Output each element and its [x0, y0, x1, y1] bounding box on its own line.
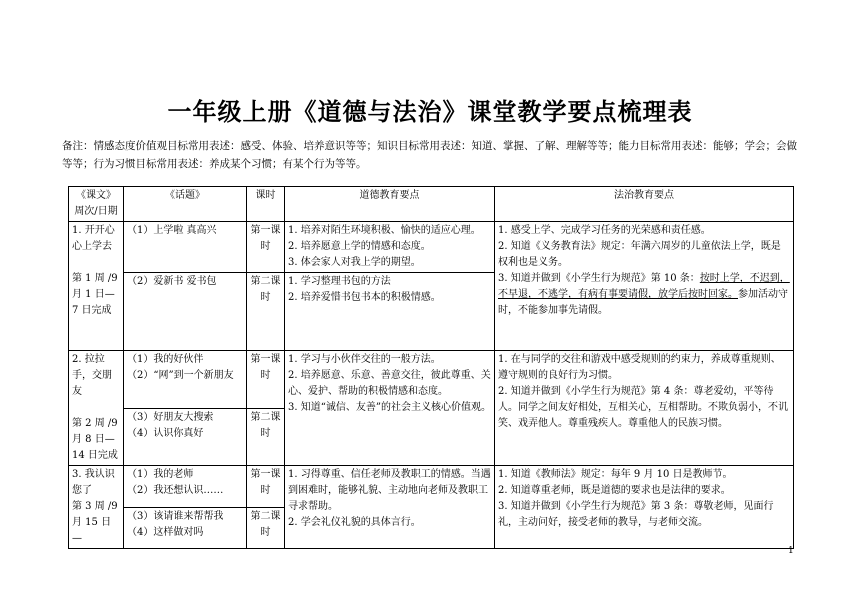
law-cell [495, 222, 794, 351]
topic-item: （1）我的老师 [127, 469, 194, 480]
moral-item: 1. 培养对陌生环境积极、愉快的适应心理。 [288, 225, 481, 236]
topic-item: （1）我的好伙伴 [127, 354, 204, 365]
topic-cell [124, 466, 247, 508]
week-date: 第 2 周 /9 月 8 日—14 日完成 [72, 418, 118, 461]
moral-item: 3. 知道“诚信、友善”的社会主义核心价值观。 [288, 402, 491, 413]
law-item-text: 3. 知道并做到《小学生行为规范》第 10 条： [498, 273, 700, 284]
moral-item: 2. 培养爱惜书包书本的积极情感。 [288, 292, 441, 303]
moral-item: 2. 培养愿意上学的情感和态度。 [288, 241, 431, 252]
moral-item: 2. 学会礼仪礼貌的具体言行。 [288, 517, 421, 528]
moral-cell [285, 222, 495, 273]
law-cell [495, 466, 794, 549]
law-cell [495, 351, 794, 466]
lesson-title: 1. 开开心心上学去 [72, 225, 115, 252]
table-row [69, 222, 794, 273]
header-law: 法治教育要点 [495, 187, 794, 222]
topic-cell [124, 408, 247, 466]
lesson-table [68, 186, 794, 549]
period-cell: 第二课时 [247, 507, 285, 549]
table-row [69, 466, 794, 508]
law-item [498, 271, 790, 319]
note-text: 备注：情感态度价值观目标常用表述：感受、体验、培养意识等等；知识目标常用表述：知道、掌握、了解、理解等等；能力目标常用表述：能够；学会；会做等等；行为习惯目标常用表述：养成某个习惯；有某个行为等等。 [62, 140, 797, 170]
topic-item: （2）我还想认识…… [127, 485, 224, 496]
topic-item: （2）爱新书 爱书包 [127, 276, 217, 287]
page-title: 一年级上册《道德与法治》课堂教学要点梳理表 [167, 97, 693, 126]
lesson-title: 3. 我认识您了 [72, 469, 115, 496]
moral-item: 1. 学习整理书包的方法 [288, 276, 391, 287]
lesson-week-cell [69, 222, 124, 351]
week-date: 第 1 周 /9 月 1 日—7 日完成 [72, 273, 118, 316]
header-topic: 《话题》 [124, 187, 247, 222]
law-item: 2. 知道并做到《小学生行为规范》第 4 条：尊老爱幼，平等待人。同学之间友好相处，互相关心，互相帮助。不欺负弱小，不讥笑、戏弄他人。尊重残疾人。尊重他人的民族习惯。 [498, 386, 788, 429]
period-cell: 第一课时 [247, 222, 285, 273]
topic-item: （3）好朋友大搜索 [127, 411, 214, 423]
topic-cell [124, 351, 247, 409]
page-number: 1 [788, 546, 794, 556]
topic-item: （3）该请谁来帮帮我 [127, 510, 224, 522]
moral-cell [285, 273, 495, 351]
topic-item: （4）这样做对吗 [127, 526, 204, 538]
header-period: 课时 [247, 187, 285, 222]
topic-cell [124, 273, 247, 351]
header-week: 周次/日期 [74, 206, 118, 217]
moral-cell [285, 351, 495, 466]
law-item: 2. 知道《义务教育法》规定：年满六周岁的儿童依法上学，既是权利也是义务。 [498, 241, 781, 268]
lesson-week-cell [69, 351, 124, 466]
header-lesson-week [69, 187, 124, 222]
period-cell: 第二课时 [247, 408, 285, 466]
law-item: 1. 知道《教师法》规定：每年 9 月 10 日是教师节。 [498, 469, 733, 480]
law-item: 3. 知道并做到《小学生行为规范》第 3 条：尊敬老师，见面行礼，主动问好，接受老师的教导，与老师交流。 [498, 501, 774, 528]
topic-item: （1）上学啦 真高兴 [127, 225, 217, 236]
period-cell: 第二课时 [247, 273, 285, 351]
topic-item: （4）认识你真好 [127, 427, 204, 439]
law-item: 2. 知道尊重老师，既是道德的要求也是法律的要求。 [498, 485, 731, 496]
moral-item: 1. 习得尊重、信任老师及教职工的情感。当遇到困难时，能够礼貌、主动地向老师及教职工寻求帮助。 [288, 469, 491, 512]
header-moral: 道德教育要点 [285, 187, 495, 222]
header-lesson: 《课文》 [76, 190, 116, 201]
topic-item: （2）“网”到一个新朋友 [127, 370, 234, 381]
table-row [69, 351, 794, 409]
moral-item: 3. 体会家人对我上学的期望。 [288, 257, 421, 268]
lesson-title: 2. 拉拉手，交朋友 [72, 354, 112, 397]
moral-cell [285, 466, 495, 549]
law-item: 1. 感受上学、完成学习任务的光荣感和责任感。 [498, 225, 711, 236]
law-item-underlined: 按时上学，不迟到，不早退，不逃学，有病有事要请假，放学后按时回家。 [498, 273, 790, 300]
week-date: 第 3 周 /9 月 15 日— [72, 501, 118, 544]
lesson-week-cell [69, 466, 124, 549]
period-cell: 第一课时 [247, 351, 285, 409]
moral-item: 1. 学习与小伙伴交往的一般方法。 [288, 354, 441, 365]
period-cell: 第一课时 [247, 466, 285, 508]
topic-cell [124, 222, 247, 273]
law-item-text: 参加活动守时，不能参加事先请假。 [498, 289, 788, 316]
moral-item: 2. 培养愿意、乐意、善意交往，彼此尊重、关心、爱护、帮助的积极情感和态度。 [288, 370, 491, 397]
topic-cell [124, 507, 247, 549]
law-item: 1. 在与同学的交往和游戏中感受规则的约束力，养成尊重规则、遵守规则的良好行为习惯。 [498, 354, 781, 381]
table-header-row [69, 187, 794, 222]
